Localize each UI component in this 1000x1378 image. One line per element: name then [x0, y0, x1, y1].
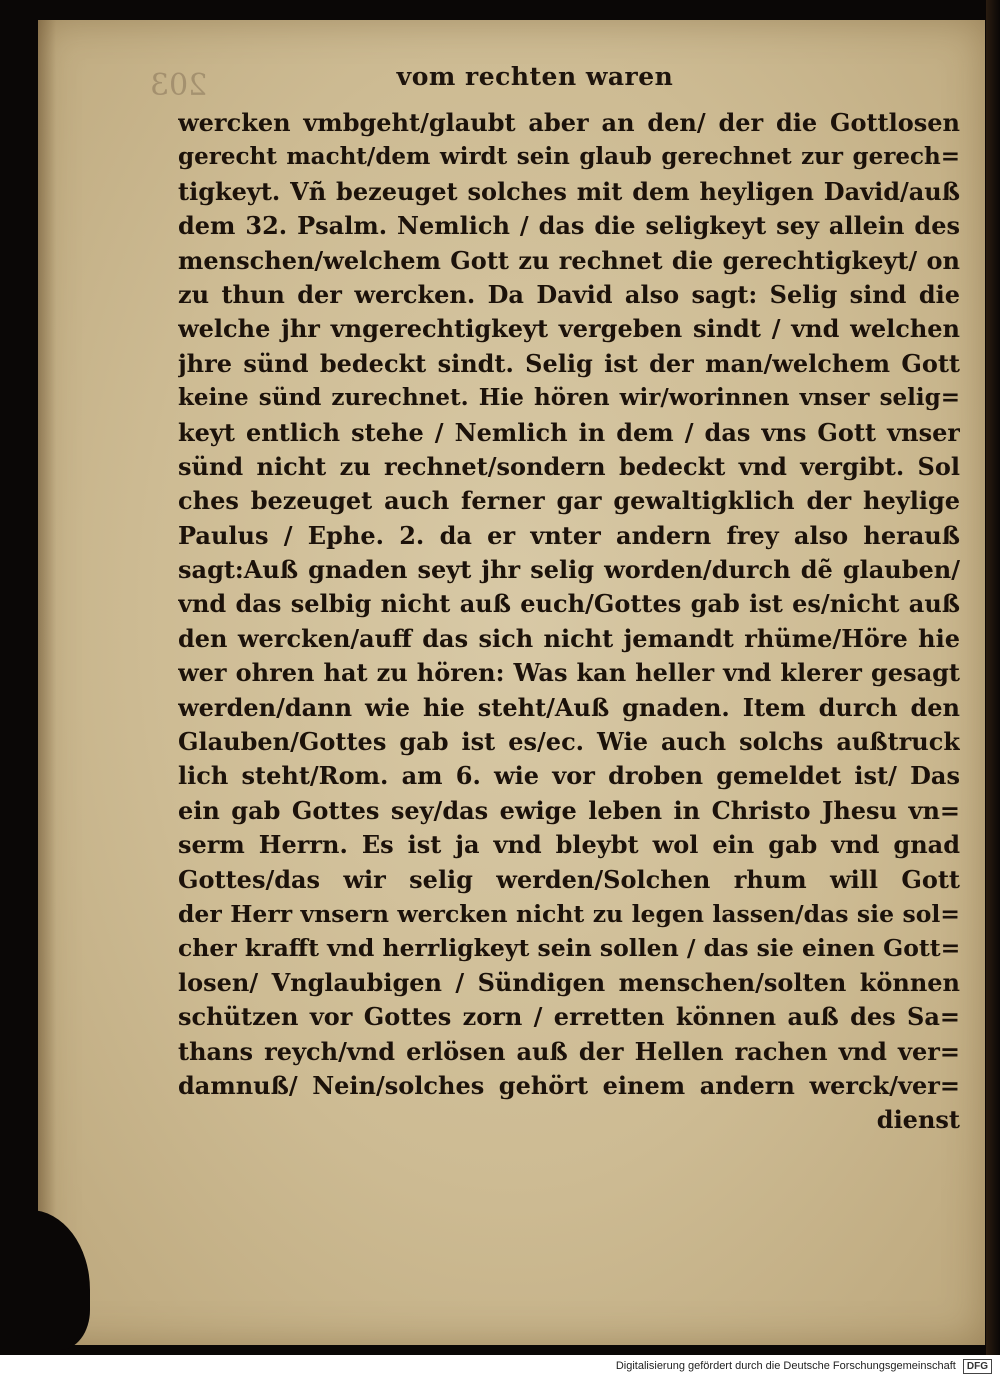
text-line: ein gab Gottes sey/das ewige leben in Christo Jhesu vn=: [178, 795, 960, 825]
body-text: [178, 106, 960, 1138]
footer-credit: [0, 1355, 1000, 1378]
text-line: lich steht/Rom. am 6. wie vor droben gemeldet ist/ Das: [178, 761, 960, 791]
scan-edge: [986, 0, 1000, 1355]
text-line: schützen vor Gottes zorn / erretten können auß des Sa=: [178, 1002, 960, 1032]
text-line: keyt entlich stehe / Nemlich in dem / das vns Gott vnser: [178, 417, 960, 447]
text-line: zu thun der wercken. Da David also sagt: Selig sind die: [178, 279, 960, 309]
text-line: sünd nicht zu rechnet/sondern bedeckt vnd vergibt. Sol: [178, 451, 960, 481]
text-line: damnuß/ Nein/solches gehört einem andern werck/ver=: [178, 1070, 960, 1100]
text-line: der Herr vnsern wercken nicht zu legen lassen/das sie sol=: [178, 899, 960, 928]
text-line: gerecht macht/dem wirdt sein glaub gerechnet zur gerech=: [178, 143, 960, 171]
running-head: vom rechten waren: [396, 62, 674, 91]
text-line: menschen/welchem Gott zu rechnet die gerechtigkeyt/ on: [178, 245, 960, 275]
text-line: serm Herrn. Es ist ja vnd bleybt wol ein gab vnd gnad: [178, 830, 960, 860]
text-line: thans reych/vnd erlösen auß der Hellen rachen vnd ver=: [178, 1036, 960, 1066]
text-line: keine sünd zurechnet. Hie hören wir/worinnen vnser selig=: [178, 384, 960, 412]
text-line: jhre sünd bedeckt sindt. Selig ist der man/welchem Gott: [178, 348, 960, 378]
text-line: den wercken/auff das sich nicht jemandt rhüme/Höre hie: [178, 623, 960, 653]
text-line: cher krafft vnd herrligkeyt sein sollen / das sie einen Gott=: [178, 934, 960, 963]
text-line: Paulus / Ephe. 2. da er vnter andern frey also herauß: [178, 520, 960, 550]
bleed-through-page-number: 203: [150, 68, 208, 103]
text-line: dienst: [876, 1105, 960, 1135]
text-line: wer ohren hat zu hören: Was kan heller vnd klerer gesagt: [178, 658, 960, 688]
text-line: tigkeyt. Vñ bezeuget solches mit dem heyligen David/auß: [178, 176, 960, 206]
text-line: Glauben/Gottes gab ist es/ec. Wie auch solchs außtruck: [178, 727, 960, 757]
text-line: dem 32. Psalm. Nemlich / das die seligkeyt sey allein des: [178, 211, 960, 241]
footer-credit-text: Digitalisierung gefördert durch die Deutsche Forschungsgemeinschaft: [615, 1360, 956, 1372]
text-line: werden/dann wie hie steht/Auß gnaden. Item durch den: [178, 692, 960, 722]
text-line: vnd das selbig nicht auß euch/Gottes gab ist es/nicht auß: [178, 589, 960, 619]
text-line: wercken vmbgeht/glaubt aber an den/ der die Gottlosen: [178, 108, 960, 137]
page-gutter-shadow: [38, 20, 56, 1345]
text-line: ches bezeuget auch ferner gar gewaltigklich der heylige: [178, 486, 960, 516]
text-line: sagt:Auß gnaden seyt jhr selig worden/durch dẽ glauben/: [178, 555, 960, 585]
text-line: welche jhr vngerechtigkeyt vergeben sindt / vnd welchen: [178, 314, 960, 344]
text-line: Gottes/das wir selig werden/Solchen rhum will Gott: [178, 864, 960, 894]
dfg-logo: DFG: [963, 1359, 992, 1374]
text-line: losen/ Vnglaubigen / Sündigen menschen/solten können: [178, 967, 960, 997]
